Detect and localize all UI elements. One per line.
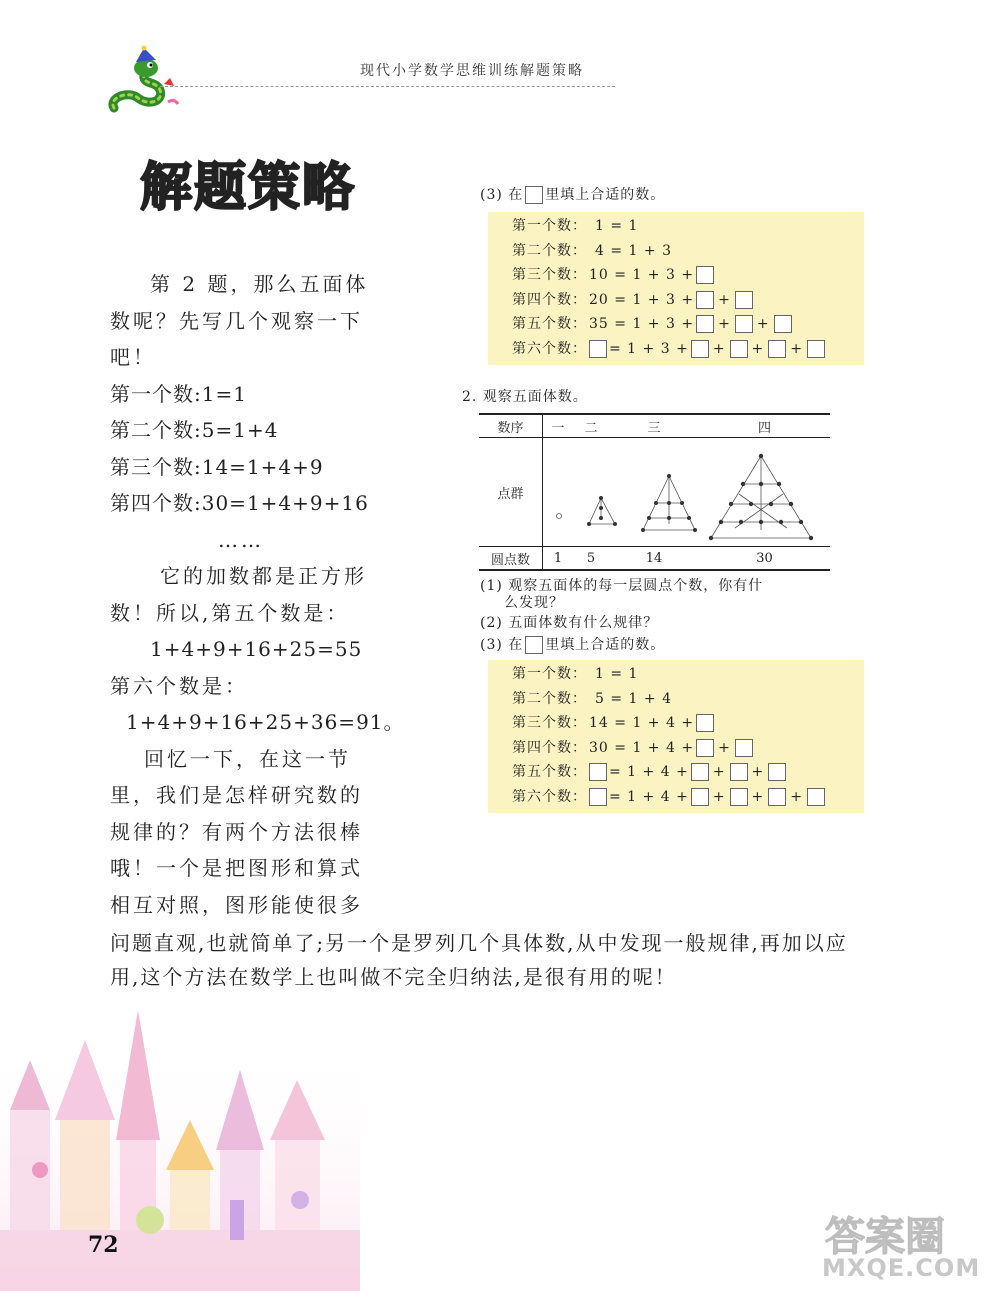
answer-box-sample xyxy=(525,636,543,654)
section-title-char: 解 xyxy=(140,158,195,218)
equation-line: 第二个数:5=1+4 xyxy=(110,418,279,442)
row-label: 第六个数： xyxy=(512,340,587,357)
dot-count-cell: 5 xyxy=(586,550,596,566)
question-3 xyxy=(480,634,665,654)
question-1-line-1: (1) 观察五面体的每一层圆点个数，你有什 xyxy=(480,578,764,594)
row-label: 第四个数： xyxy=(512,291,587,308)
row-equation: 10 = 1 + 3 + xyxy=(589,267,695,283)
answer-box[interactable] xyxy=(730,788,748,806)
question-prefix: (3) 在 xyxy=(480,637,524,653)
question-prefix: (3) 在 xyxy=(480,187,524,203)
row-equation: 4 = 1 + 3 xyxy=(595,242,672,259)
answer-box[interactable] xyxy=(807,340,825,358)
plus-sign: + xyxy=(718,739,731,756)
paragraph-line: 第 2 题，那么五面体 xyxy=(150,272,369,296)
paragraph-line: 问题直观,也就简单了;另一个是罗列几个具体数,从中发现一般规律,再加以应 xyxy=(110,931,848,955)
row-label: 第三个数： xyxy=(512,267,587,283)
row-label: 第二个数： xyxy=(512,690,587,707)
paragraph-line: 规律的？有两个方法很棒 xyxy=(110,819,363,844)
equation-row xyxy=(512,785,864,810)
equation-row xyxy=(512,239,864,264)
plus-sign: + xyxy=(751,788,765,805)
row-equation: 20 = 1 + 3 + xyxy=(589,291,695,308)
row-label: 第六个数： xyxy=(512,788,587,805)
equation-line: 第一个数:1=1 xyxy=(110,381,247,406)
plus-sign: + xyxy=(712,340,726,357)
answer-box[interactable] xyxy=(589,340,607,358)
row-label: 第五个数： xyxy=(512,764,587,780)
row-equation: 1 = 1 xyxy=(595,218,639,234)
section-title-char: 策 xyxy=(248,158,303,218)
row-equation: 35 = 1 + 3 + xyxy=(589,316,695,332)
question-suffix: 里填上合适的数。 xyxy=(545,187,666,203)
plus-sign: + xyxy=(718,316,731,332)
fill-in-box-2 xyxy=(488,660,864,813)
paragraph-line: 用,这个方法在数学上也叫做不完全归纳法,是很有用的呢！ xyxy=(110,965,677,989)
answer-box[interactable] xyxy=(696,266,714,284)
row-label: 第四个数： xyxy=(512,739,587,756)
watermark-logo-text: 答案圈 xyxy=(825,1214,945,1260)
pentagonal-dots-figure xyxy=(543,438,830,542)
answer-box[interactable] xyxy=(730,763,748,781)
snake-mascot-icon xyxy=(104,44,184,120)
header-divider xyxy=(160,86,615,87)
plus-sign: + xyxy=(712,764,726,780)
answer-box[interactable] xyxy=(735,291,753,309)
question-1-line-2: 么发现？ xyxy=(504,595,564,611)
plus-sign: + xyxy=(718,291,731,308)
equation-row xyxy=(512,736,864,761)
dot-count-cell: 30 xyxy=(756,550,773,566)
page-number: 72 xyxy=(88,1232,119,1258)
answer-box[interactable] xyxy=(589,763,607,781)
paragraph-line: 数呢？先写几个观察一下 xyxy=(110,308,363,333)
paragraph-line: 它的加数都是正方形 xyxy=(160,564,367,588)
paragraph-line: 数！所以,第五个数是： xyxy=(110,600,350,625)
answer-box[interactable] xyxy=(696,714,714,732)
table-row-label: 圆点数 xyxy=(479,547,543,570)
question-3-top xyxy=(480,184,665,204)
answer-box[interactable] xyxy=(691,763,709,781)
paragraph-line: 相互对照，图形能使很多 xyxy=(110,892,363,917)
answer-box[interactable] xyxy=(768,340,786,358)
plus-sign: + xyxy=(790,340,804,357)
dot-pattern-row xyxy=(479,438,830,547)
bottom-paragraph xyxy=(110,926,930,994)
castle-illustration xyxy=(0,1000,360,1291)
watermark-url: MXQE.COM xyxy=(822,1254,981,1282)
answer-box[interactable] xyxy=(696,315,714,333)
answer-box[interactable] xyxy=(730,340,748,358)
row-equation: 1 = 1 xyxy=(595,666,639,682)
plus-sign: + xyxy=(751,340,765,357)
answer-box-sample xyxy=(525,186,543,204)
dot-count-cell: 14 xyxy=(645,550,663,566)
paragraph-line: 回忆一下，在这一节 xyxy=(144,746,351,771)
equation-row xyxy=(512,687,864,712)
left-column xyxy=(110,266,405,923)
answer-box[interactable] xyxy=(768,788,786,806)
answer-box[interactable] xyxy=(589,788,607,806)
row-equation: = 1 + 3 + xyxy=(609,340,689,357)
answer-box[interactable] xyxy=(691,788,709,806)
equation-row xyxy=(512,760,864,785)
answer-box[interactable] xyxy=(807,788,825,806)
table-header-cell: 三 xyxy=(609,415,699,438)
answer-box[interactable] xyxy=(768,763,786,781)
section-title xyxy=(140,145,356,220)
row-label: 第二个数： xyxy=(512,242,587,259)
plus-sign: + xyxy=(712,788,726,805)
dot-pattern-cell xyxy=(543,438,831,547)
equation-row xyxy=(512,312,864,337)
section-title-char: 题 xyxy=(194,158,249,218)
pentagonal-numbers-table xyxy=(479,413,830,571)
equation-line: 第四个数:30=1+4+9+16 xyxy=(110,491,369,515)
table-header-row xyxy=(479,415,830,438)
paragraph-line: 吧！ xyxy=(110,345,156,369)
row-equation: 14 = 1 + 4 + xyxy=(589,715,695,731)
equation-line: 1+4+9+16+25+36=91。 xyxy=(126,710,405,734)
plus-sign: + xyxy=(790,788,804,805)
answer-box[interactable] xyxy=(691,340,709,358)
header-title: 现代小学数学思维训练解题策略 xyxy=(360,63,584,79)
problem-2-heading: 2. 观察五面体数。 xyxy=(462,389,588,405)
row-equation: = 1 + 4 + xyxy=(609,788,689,805)
answer-box[interactable] xyxy=(774,315,792,333)
paragraph-line: 哦！一个是把图形和算式 xyxy=(110,856,363,880)
equation-row xyxy=(512,263,864,288)
row-label: 第一个数： xyxy=(512,218,587,234)
dot-count-cell: 1 xyxy=(553,550,563,566)
answer-box[interactable] xyxy=(696,739,714,757)
equation-line: 第三个数:14=1+4+9 xyxy=(110,454,324,479)
row-equation: 30 = 1 + 4 + xyxy=(589,739,695,756)
row-equation: = 1 + 4 + xyxy=(609,764,689,780)
row-label: 第三个数： xyxy=(512,715,587,731)
fill-in-box-1 xyxy=(488,212,864,365)
row-equation: 5 = 1 + 4 xyxy=(595,690,672,707)
answer-box[interactable] xyxy=(696,291,714,309)
dot-count-row xyxy=(479,547,830,570)
answer-box[interactable] xyxy=(735,739,753,757)
paragraph-line: 里，我们是怎样研究数的 xyxy=(110,783,363,807)
plus-sign: + xyxy=(756,316,770,332)
table-row-label: 点群 xyxy=(479,438,543,547)
question-2: (2) 五面体数有什么规律？ xyxy=(480,615,659,631)
paragraph-line: 第六个数是： xyxy=(110,673,248,698)
equation-row xyxy=(512,288,864,313)
answer-box[interactable] xyxy=(735,315,753,333)
row-label: 第一个数： xyxy=(512,666,587,682)
question-suffix: 里填上合适的数。 xyxy=(545,637,666,653)
table-header-cell: 数序 xyxy=(479,415,543,438)
equation-line: 1+4+9+16+25=55 xyxy=(150,637,363,661)
table-header-cell: 一 xyxy=(543,415,574,438)
equation-row xyxy=(512,214,864,239)
table-header-cell: 二 xyxy=(573,415,609,438)
ellipsis: …… xyxy=(218,527,264,552)
equation-row xyxy=(512,711,864,736)
equation-row xyxy=(512,337,864,362)
section-title-char: 略 xyxy=(302,158,357,218)
plus-sign: + xyxy=(751,764,765,780)
row-label: 第五个数： xyxy=(512,316,587,332)
equation-row xyxy=(512,662,864,687)
table-header-cell: 四 xyxy=(699,415,830,438)
